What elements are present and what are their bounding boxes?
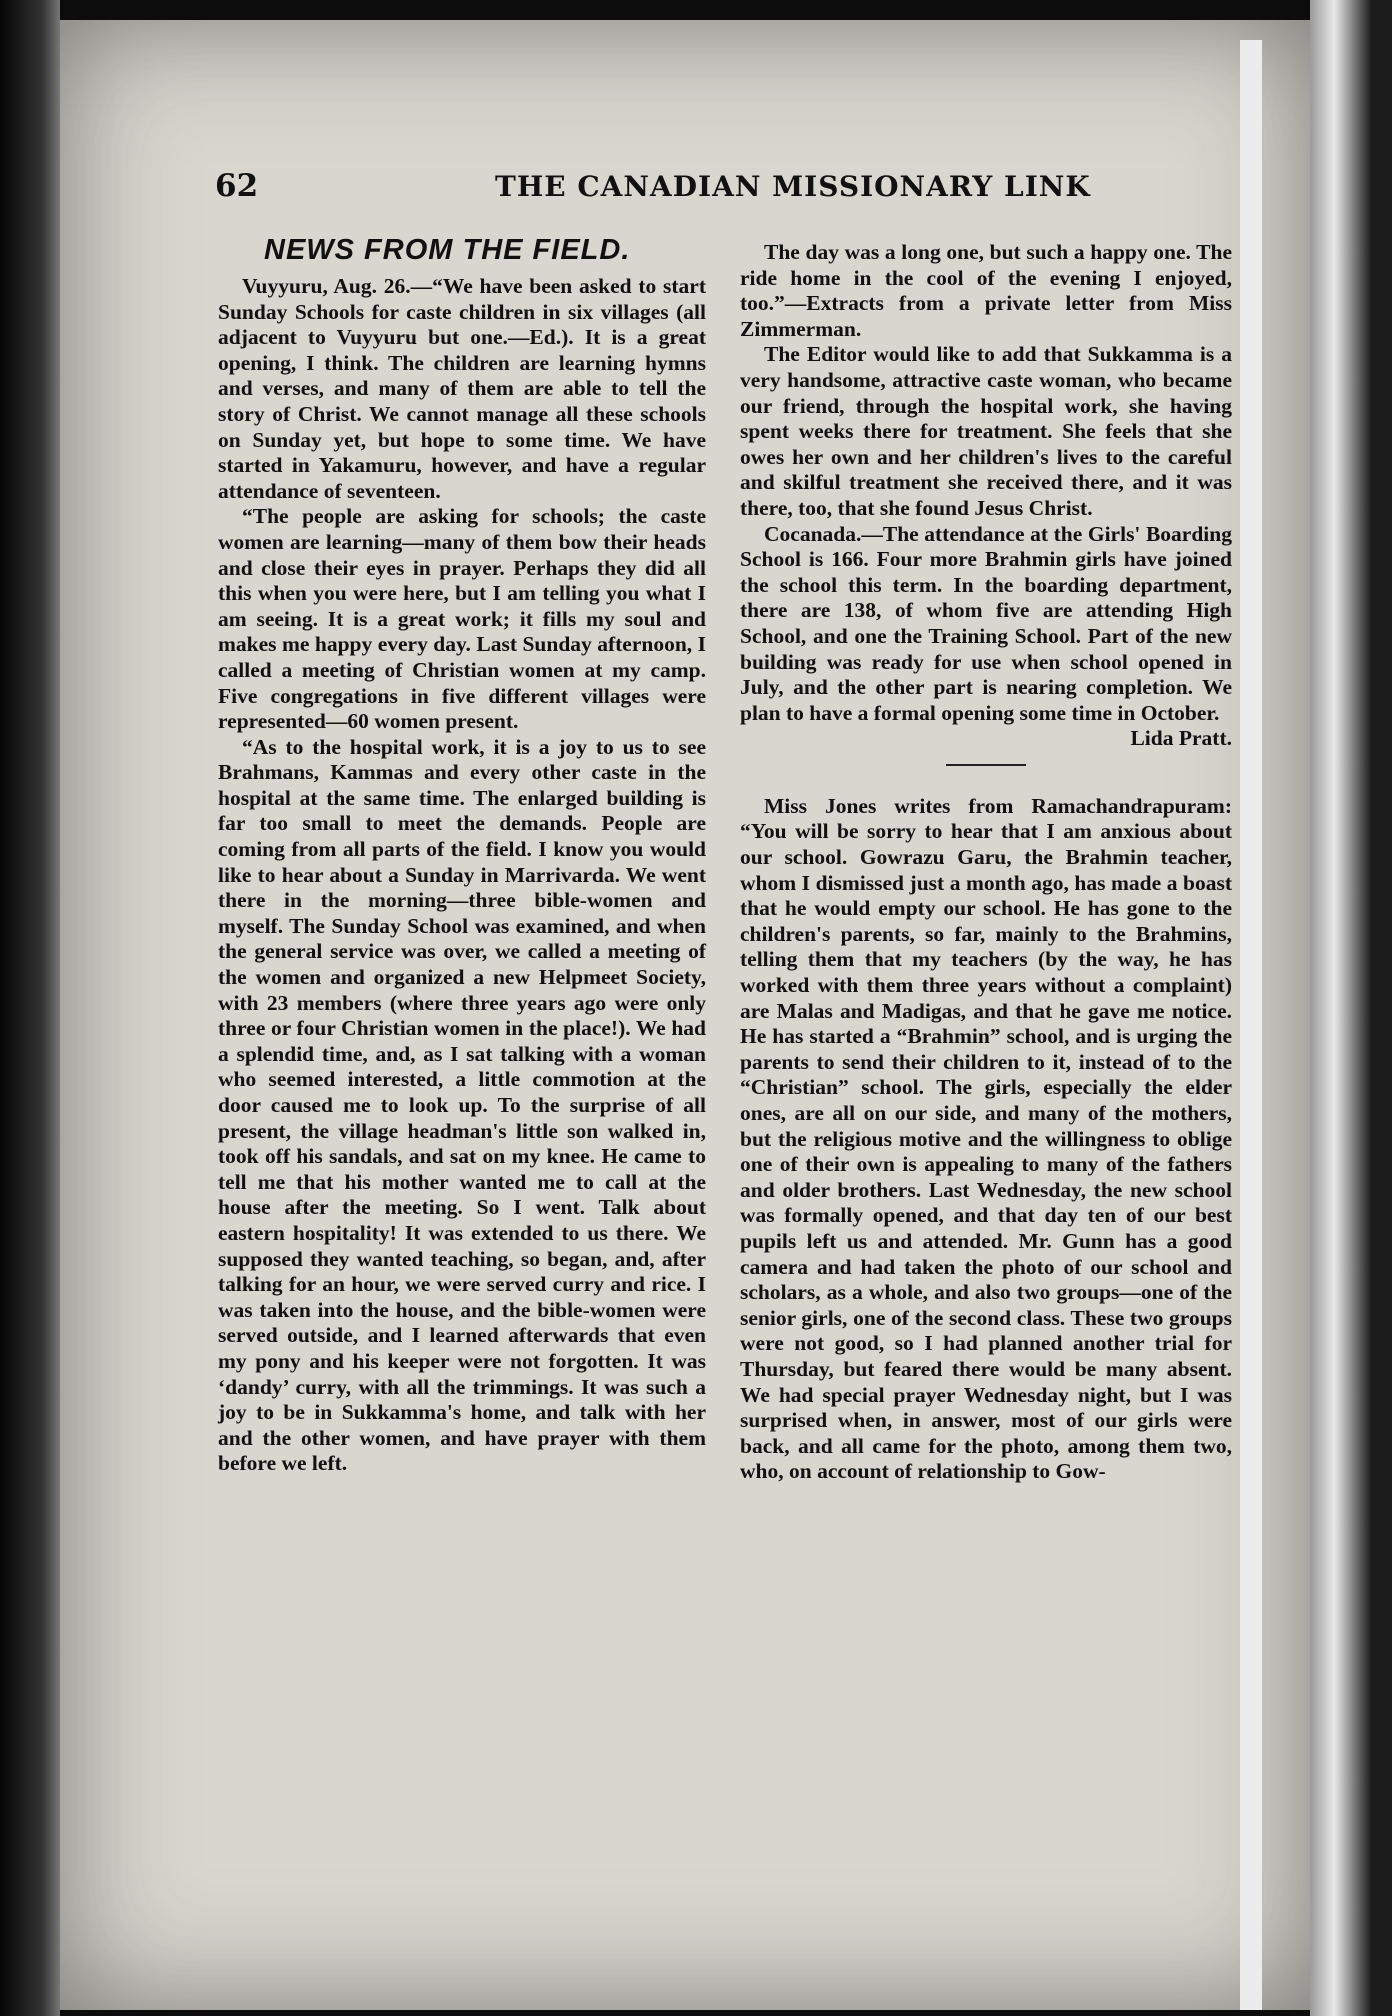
section-divider [946,764,1026,766]
right-column-body-1 [740,240,1232,726]
left-paragraph: “The people are asking for schools; the caste women are learning—many of them bow their heads and close their eyes in prayer. Perhaps they did all this when you were here, but I am telling you what I am seeing. It is a great work; it fills my soul and makes me happy every day. Last Sunday afternoon, I called a meeting of Christian women at my camp. Five congregations in five different villages were represented—60 women present. [218,504,706,734]
scan-right-edge [1310,0,1392,2016]
left-paragraph: “As to the hospital work, it is a joy to us to see Brahmans, Kammas and every other caste in the hospital at the same time. The enlarged building is far too small to meet the demands. People are coming from all parts of the field. I know you would like to hear about a Sunday in Marrivarda. We went there in the morning—three bible-women and myself. The Sunday School was examined, and when the general service was over, we called a meeting of the women and organized a new Helpmeet Society, with 23 members (where three years ago were only three or four Christian women in the place!). We had a splendid time, and, as I sat talking with a woman who seemed interested, a little commotion at the door caused me to look up. To the surprise of all present, the village headman's little son walked in, took off his sandals, and sat on my knee. He came to tell me that his mother wanted me to call at the house after the meeting. So I went. Talk about eastern hospitality! It was extended to us there. We supposed they wanted teaching, so began, and, after talking for an hour, we were served curry and rice. I was taken into the house, and the bible-women were served outside, and I learned afterwards that even my pony and his keeper were not forgotten. It was ‘dandy’ curry, with all the trimmings. It was such a joy to be in Sukkamma's home, and talk with her and the other women, and have prayer with them before we left. [218,734,706,1476]
right-column-body-2 [740,794,1232,1485]
signature: Lida Pratt. [1130,726,1232,751]
running-title: THE CANADIAN MISSIONARY LINK [495,170,1091,203]
left-paragraph: Vuyyuru, Aug. 26.—“We have been asked to start Sunday Schools for caste children in six villages (all adjacent to Vuyyuru but one.—Ed.). It is a great opening, I think. The children are learning hymns and verses, and many of them are able to tell the story of Christ. We cannot manage all these schools on Sunday yet, but hope to some time. We have started in Yakamuru, however, and have a regular attendance of seventeen. [218,274,706,503]
page-header [215,168,1235,218]
left-column-body [218,274,706,1477]
right-paragraph: Miss Jones writes from Ramachandrapuram: “You will be sorry to hear that I am anxious about our school. Gowrazu Garu, the Brahmin teacher, whom I dismissed just a month ago, has made a boast that he would empty our school. He has gone to the children's parents, so far, mainly to the Brahmins, telling them that my teachers (by the way, he has worked with them three years without a complaint) are Malas and Madigas, and that he gave me notice. He has started a “Brahmin” school, and is urging the parents to send their children to it, instead of to the “Christian” school. The girls, especially the elder ones, are all on our side, and many of the mothers, but the religious motive and the willingness to oblige one of their own is appealing to many of the fathers and older brothers. Last Wednesday, the new school was formally opened, and that day ten of our best pupils left us and attended. Mr. Gunn has a good camera and had taken the photo of our school and scholars, as a whole, and also two groups—one of the senior girls, one of the second class. These two groups were not good, so I had planned another trial for Thursday, but feared there would be many absent. We had special prayer Wednesday night, but I was surprised when, in answer, most of our girls were back, and all came for the photo, among them two, who, on account of relationship to Gow- [740,793,1232,1484]
left-column [218,232,706,1477]
right-column [740,240,1232,1485]
right-paragraph: The Editor would like to add that Sukkamma is a very handsome, attractive caste woman, who became our friend, through the hospital work, she having spent weeks there for treatment. She feels that she owes her own and her children's lives to the careful and skilful treatment she received there, and it was there, too, that she found Jesus Christ. [740,342,1232,520]
page-edge-strip [1240,40,1262,2010]
page-number: 62 [215,168,259,204]
article-headline: NEWS FROM THE FIELD. [264,234,631,266]
right-paragraph: Cocanada.—The attendance at the Girls' Boarding School is 166. Four more Brahmin girls have joined the school this term. In the boarding department, there are 138, of whom five are attending High School, and one the Training School. Part of the new building was ready for use when school opened in July, and the other part is nearing completion. We plan to have a formal opening some time in October. [740,521,1232,725]
book-gutter [0,0,60,2016]
right-paragraph: The day was a long one, but such a happy one. The ride home in the cool of the evening I enjoyed, too.”—Extracts from a private letter from Miss Zimmerman. [740,240,1232,341]
